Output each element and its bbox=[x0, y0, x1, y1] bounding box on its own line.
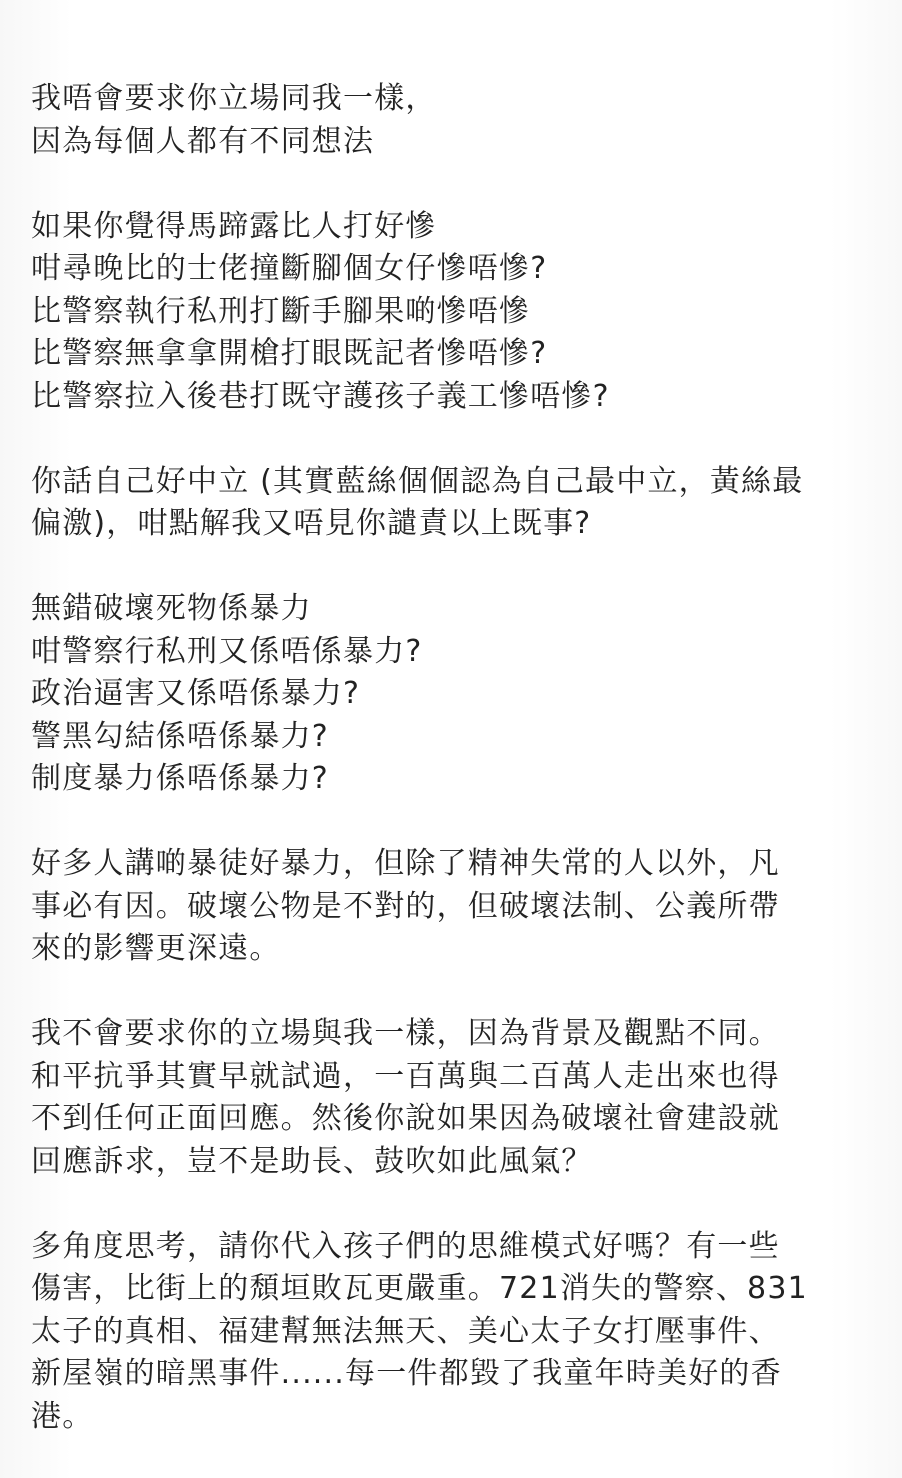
text-line: 和平抗爭其實早就試過，一百萬與二百萬人走出來也得 bbox=[31, 1058, 780, 1094]
paragraph-4 bbox=[31, 588, 871, 801]
text-line: 咁尋晚比的士佬撞斷腳個女仔慘唔慘? bbox=[31, 251, 548, 286]
text-line: 我不會要求你的立場與我一樣，因為背景及觀點不同。 bbox=[31, 1016, 780, 1051]
text-line: 多角度思考，請你代入孩子們的思維模式好嗎？有一些 bbox=[31, 1228, 780, 1264]
text-line: 咁警察行私刑又係唔係暴力? bbox=[31, 633, 423, 669]
text-line: 新屋嶺的暗黑事件......每一件都毀了我童年時美好的香 bbox=[31, 1356, 782, 1391]
paragraph-5 bbox=[31, 843, 871, 971]
text-line: 無錯破壞死物係暴力 bbox=[31, 591, 312, 626]
paragraph-6 bbox=[31, 1013, 871, 1183]
text-line: 港。 bbox=[31, 1398, 94, 1434]
text-line: 不到任何正面回應。然後你說如果因為破壞社會建設就 bbox=[31, 1101, 780, 1136]
text-line: 來的影響更深遠。 bbox=[31, 931, 281, 966]
text-line: 政治逼害又係唔係暴力? bbox=[31, 676, 361, 711]
text-line: 好多人講啲暴徒好暴力，但除了精神失常的人以外，凡 bbox=[31, 846, 780, 881]
text-line: 比警察拉入後巷打既守護孩子義工慘唔慘? bbox=[31, 378, 610, 414]
text-line: 回應訴求，豈不是助長、鼓吹如此風氣？ bbox=[31, 1143, 593, 1179]
text-line: 制度暴力係唔係暴力? bbox=[31, 761, 329, 796]
text-line: 比警察執行私刑打斷手腳果啲慘唔慘 bbox=[31, 293, 531, 329]
paragraph-2 bbox=[31, 206, 871, 419]
post-body bbox=[31, 78, 871, 1438]
text-line: 傷害，比街上的頹垣敗瓦更嚴重。721消失的警察、831 bbox=[31, 1271, 808, 1306]
paragraph-7 bbox=[31, 1226, 871, 1439]
text-line: 事必有因。破壞公物是不對的，但破壞法制、公義所帶 bbox=[31, 888, 780, 924]
text-line: 太子的真相、福建幫無法無天、美心太子女打壓事件、 bbox=[31, 1313, 780, 1349]
paragraph-1 bbox=[31, 78, 871, 163]
text-line: 我唔會要求你立場同我一樣， bbox=[31, 81, 437, 116]
text-line: 偏激)，咁點解我又唔見你譴責以上既事? bbox=[31, 506, 592, 541]
text-line: 如果你覺得馬蹄露比人打好慘 bbox=[31, 208, 437, 244]
text-line: 警黑勾結係唔係暴力? bbox=[31, 718, 329, 754]
text-line: 比警察無拿拿開槍打眼既記者慘唔慘? bbox=[31, 336, 548, 371]
paragraph-3 bbox=[31, 461, 871, 546]
text-line: 你話自己好中立 (其實藍絲個個認為自己最中立，黃絲最 bbox=[31, 463, 804, 499]
text-line: 因為每個人都有不同想法 bbox=[31, 123, 375, 159]
